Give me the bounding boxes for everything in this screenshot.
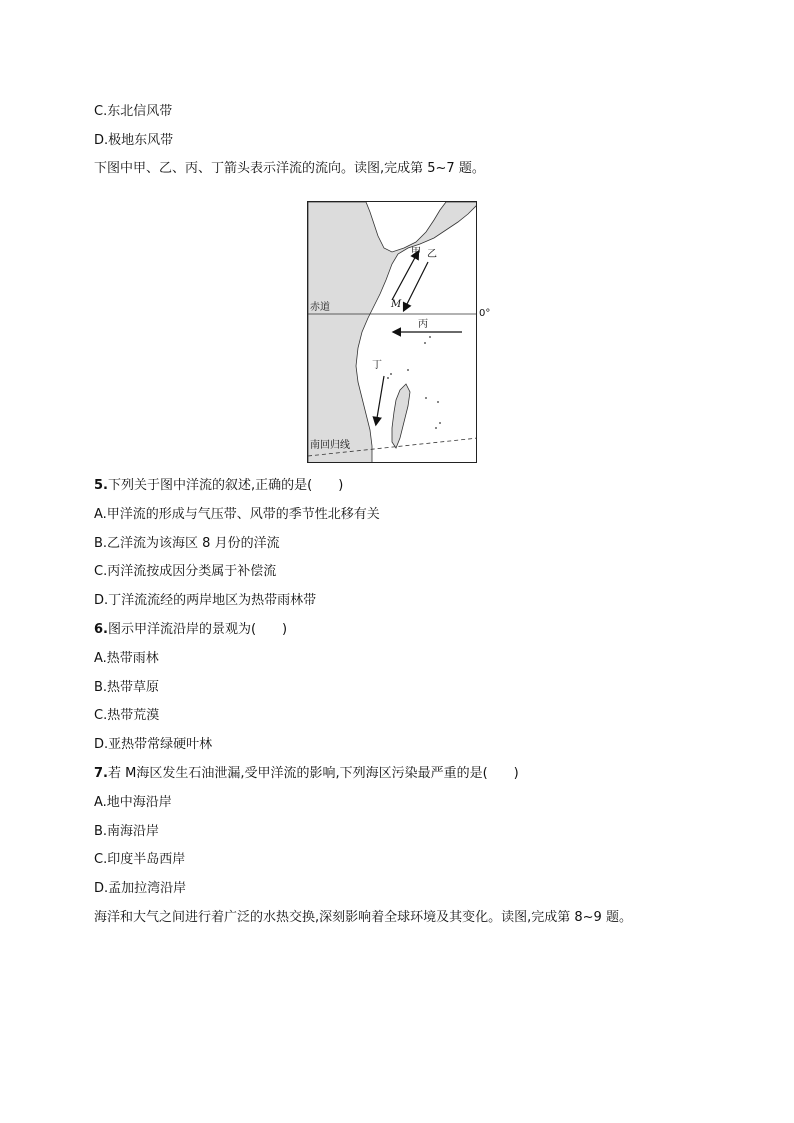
arrow-yi <box>404 262 428 310</box>
label-bing: 丙 <box>418 319 428 330</box>
question-7 <box>94 766 519 782</box>
q5-option-c: C.丙洋流按成因分类属于补偿流 <box>94 564 277 579</box>
q6-option-a: A.热带雨林 <box>94 651 159 666</box>
label-yi: 乙 <box>427 249 437 260</box>
arrow-ding <box>376 376 384 424</box>
q6-option-c: C.热带荒漠 <box>94 708 160 723</box>
question-5 <box>94 478 343 494</box>
q7-option-d: D.孟加拉湾沿岸 <box>94 881 187 896</box>
q5-option-d: D.丁洋流流经的两岸地区为热带雨林带 <box>94 593 317 608</box>
option-d-prev: D.极地东风带 <box>94 133 174 148</box>
label-equator: 赤道 <box>310 302 330 313</box>
q5-option-a: A.甲洋流的形成与气压带、风带的季节性北移有关 <box>94 507 380 522</box>
q7-option-c: C.印度半岛西岸 <box>94 852 186 867</box>
madagascar-island <box>392 384 410 448</box>
section-intro-8-9: 海洋和大气之间进行着广泛的水热交换,深刻影响着全球环境及其变化。读图,完成第 8~9 题。 <box>94 910 632 925</box>
label-tropic: 南回归线 <box>310 440 350 451</box>
label-ding: 丁 <box>372 360 382 371</box>
arrow-jia <box>392 252 418 300</box>
q5-option-b: B.乙洋流为该海区 8 月份的洋流 <box>94 536 280 551</box>
question-6-number: 6. <box>94 622 108 637</box>
question-6 <box>94 622 287 638</box>
q6-option-b: B.热带草原 <box>94 680 160 695</box>
question-5-text: 下列关于图中洋流的叙述,正确的是( ) <box>107 478 344 493</box>
label-equator-degree: 0° <box>479 308 491 319</box>
map-drawing <box>308 202 477 463</box>
ocean-current-map <box>307 201 477 463</box>
question-6-text: 图示甲洋流沿岸的景观为( ) <box>107 622 288 637</box>
q7-option-b: B.南海沿岸 <box>94 824 160 839</box>
question-7-number: 7. <box>94 766 108 781</box>
label-jia: 甲 <box>411 247 421 258</box>
label-m: M <box>391 299 402 310</box>
section-intro-5-7: 下图中甲、乙、丙、丁箭头表示洋流的流向。读图,完成第 5~7 题。 <box>94 161 485 176</box>
q6-option-d: D.亚热带常绿硬叶林 <box>94 737 213 752</box>
option-c-prev: C.东北信风带 <box>94 104 173 119</box>
question-7-text: 若 M海区发生石油泄漏,受甲洋流的影响,下列海区污染最严重的是( ) <box>107 766 519 781</box>
q7-option-a: A.地中海沿岸 <box>94 795 172 810</box>
question-5-number: 5. <box>94 478 108 493</box>
